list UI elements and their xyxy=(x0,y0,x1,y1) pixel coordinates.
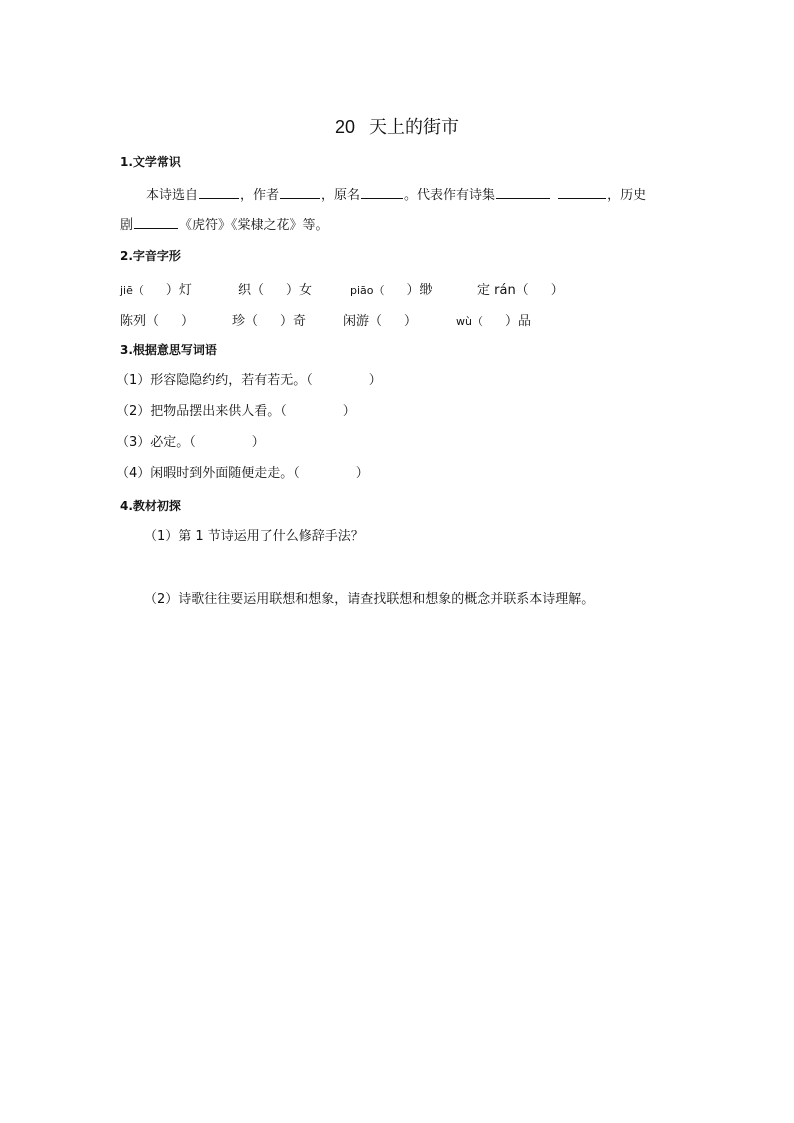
pinyin-item: piāo（ ）缈 xyxy=(350,283,433,298)
blank-original-name[interactable] xyxy=(361,186,403,199)
pinyin-item: 织（ ）女 xyxy=(238,283,313,298)
lesson-number: 20 xyxy=(334,117,356,137)
lesson-title: 天上的街市 xyxy=(369,117,460,138)
literature-line-1: 本诗选自 ，作者 ，原名 。代表作有诗集 ，历史 xyxy=(146,188,647,203)
pinyin-item: jiē（ ）灯 xyxy=(120,283,192,298)
pinyin-item: 珍（ ）奇 xyxy=(232,314,307,329)
blank-poetry-collection-1[interactable] xyxy=(496,186,550,199)
vocab-question-4: （4）闲暇时到外面随便走走。（ ） xyxy=(116,466,369,481)
blank-poetry-collection-2[interactable] xyxy=(558,186,606,199)
vocab-question-3: （3）必定。（ ） xyxy=(116,435,265,450)
page-title xyxy=(0,117,794,138)
section-heading-3: 3.根据意思写词语 xyxy=(120,343,217,357)
vocab-question-1: （1）形容隐隐约约，若有若无。（ ） xyxy=(116,373,382,388)
section-heading-1: 1.文学常识 xyxy=(120,155,181,169)
section-heading-2: 2.字音字形 xyxy=(120,249,181,263)
pinyin-item: 定 rán（ ） xyxy=(477,283,564,298)
blank-author[interactable] xyxy=(280,186,320,199)
pinyin-item: wù（ ）品 xyxy=(456,314,531,329)
pinyin-item: 陈列（ ） xyxy=(120,314,195,329)
textbook-question-1: （1）第 1 节诗运用了什么修辞手法？ xyxy=(144,529,364,544)
blank-historical-drama[interactable] xyxy=(134,216,178,229)
literature-line-2: 剧 《虎符》《棠棣之花》等。 xyxy=(120,218,329,233)
blank-source[interactable] xyxy=(199,186,239,199)
pinyin-item: 闲游（ ） xyxy=(343,314,418,329)
section-heading-4: 4.教材初探 xyxy=(120,499,181,513)
vocab-question-2: （2）把物品摆出来供人看。（ ） xyxy=(116,404,356,419)
textbook-question-2: （2）诗歌往往要运用联想和想象，请查找联想和想象的概念并联系本诗理解。 xyxy=(144,592,595,607)
